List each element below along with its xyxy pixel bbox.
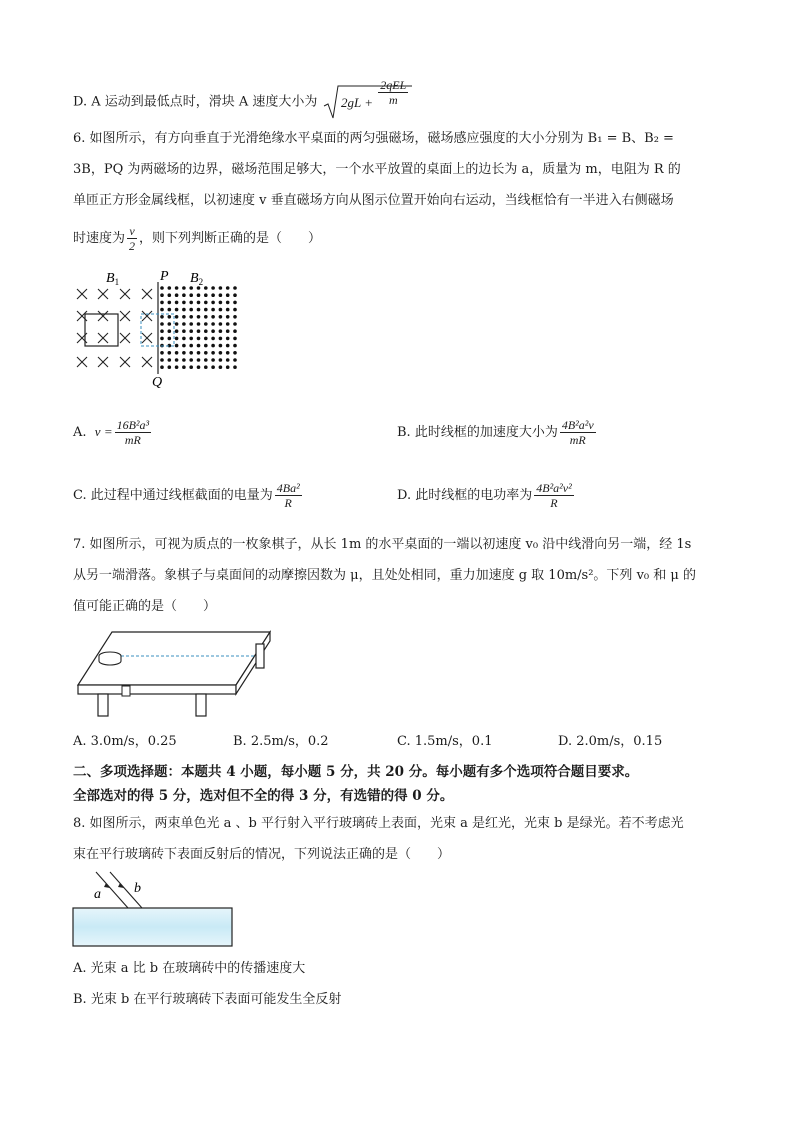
dot-mark	[182, 365, 186, 369]
dot-mark	[219, 329, 223, 333]
table-leg-front-right	[196, 694, 206, 716]
q5-option-d-label: D. A 运动到最低点时，滑块 A 速度大小为	[73, 94, 318, 110]
dot-mark	[182, 286, 186, 290]
dot-mark	[189, 322, 193, 326]
fraction-numerator: v	[129, 224, 135, 238]
glass-brick	[73, 908, 232, 946]
dot-mark	[160, 365, 164, 369]
dot-mark	[197, 322, 201, 326]
dot-mark	[189, 351, 193, 355]
dot-mark	[189, 344, 193, 348]
dot-mark	[197, 315, 201, 319]
dot-mark	[211, 286, 215, 290]
dot-mark	[226, 286, 230, 290]
dot-mark	[211, 301, 215, 305]
option-b-label: B. 此时线框的加速度大小为	[397, 425, 558, 440]
fraction-numerator: 4B²a²v²	[536, 481, 572, 495]
table-leg-back-right	[256, 644, 264, 668]
dot-mark	[219, 308, 223, 312]
dot-mark	[211, 329, 215, 333]
dot-mark	[175, 329, 179, 333]
dot-mark	[189, 315, 193, 319]
option-a-lhs: v =	[94, 424, 113, 439]
dot-mark	[226, 301, 230, 305]
dot-mark	[160, 301, 164, 305]
dot-mark	[219, 358, 223, 362]
dot-mark	[160, 308, 164, 312]
dot-mark	[182, 351, 186, 355]
dot-mark	[189, 365, 193, 369]
dot-mark	[160, 293, 164, 297]
table-leg-front-left	[98, 694, 108, 716]
dot-mark	[189, 308, 193, 312]
dot-mark	[233, 329, 237, 333]
dot-mark	[204, 344, 208, 348]
sqrt-fraction	[378, 78, 408, 107]
label-b2: $B_2$	[190, 271, 204, 287]
dot-mark	[197, 337, 201, 341]
dot-mark	[182, 315, 186, 319]
dot-mark	[189, 337, 193, 341]
dot-mark	[160, 315, 164, 319]
q6-line-1: 6. 如图所示，有方向垂直于光滑绝缘水平桌面的两匀强磁场，磁场感应强度的大小分别为 B₁ = B、B₂ =	[73, 131, 674, 146]
dot-mark	[211, 337, 215, 341]
fraction-numerator: 2qEL	[380, 78, 407, 92]
dot-mark	[211, 308, 215, 312]
option-a-fraction	[115, 418, 152, 447]
dot-mark	[175, 344, 179, 348]
dot-mark	[204, 293, 208, 297]
dot-mark	[233, 337, 237, 341]
glass-brick-figure	[70, 868, 240, 950]
table-leg-back-left	[122, 686, 130, 696]
dot-mark	[226, 344, 230, 348]
q6-option-a	[73, 418, 153, 447]
dot-mark	[233, 293, 237, 297]
magnetic-field-figure	[70, 262, 250, 390]
dot-mark	[175, 293, 179, 297]
dot-mark	[175, 365, 179, 369]
dot-mark	[233, 344, 237, 348]
dot-mark	[160, 322, 164, 326]
option-d-fraction	[534, 481, 573, 510]
dot-mark	[175, 322, 179, 326]
dot-mark	[189, 286, 193, 290]
wire-frame-initial	[85, 314, 118, 346]
fraction-numerator: 4B²a²v	[561, 418, 594, 432]
dot-mark	[175, 301, 179, 305]
dot-mark	[175, 358, 179, 362]
field-b2-dots	[160, 286, 237, 369]
q7-line-2: 从另一端滑落。象棋子与桌面间的动摩擦因数为 μ，且处处相同，重力加速度 g 取 10m/s²。下列 v₀ 和 μ 的	[73, 568, 696, 583]
dot-mark	[233, 351, 237, 355]
dot-mark	[204, 308, 208, 312]
dot-mark	[204, 301, 208, 305]
dot-mark	[204, 351, 208, 355]
dot-mark	[182, 293, 186, 297]
dot-mark	[168, 293, 172, 297]
sqrt-content	[341, 80, 410, 109]
fraction-denominator: R	[550, 496, 558, 510]
dot-mark	[226, 358, 230, 362]
dot-mark	[204, 337, 208, 341]
sqrt-term: 2gL +	[341, 95, 374, 111]
dot-mark	[219, 344, 223, 348]
dot-mark	[168, 322, 172, 326]
dot-mark	[182, 322, 186, 326]
dot-mark	[168, 351, 172, 355]
dot-mark	[168, 337, 172, 341]
q8-line-2: 束在平行玻璃砖下表面反射后的情况，下列说法正确的是（ ）	[73, 847, 451, 862]
table-edge	[78, 685, 236, 694]
dot-mark	[175, 315, 179, 319]
dot-mark	[204, 286, 208, 290]
fraction-denominator: mR	[124, 433, 141, 447]
q6-line-3: 单匝正方形金属线框，以初速度 v 垂直磁场方向从图示位置开始向右运动，当线框恰有一半进入右侧磁场	[73, 193, 674, 208]
dot-mark	[197, 308, 201, 312]
q6-line-4-post: ，则下列判断正确的是（ ）	[139, 231, 322, 246]
q6-line-4-pre: 时速度为	[73, 231, 126, 246]
section-2-heading-line-2: 全部选对的得 5 分，选对但不全的得 3 分，有选错的得 0 分。	[73, 788, 454, 804]
dot-mark	[168, 365, 172, 369]
dot-mark	[219, 315, 223, 319]
dot-mark	[219, 301, 223, 305]
option-c-fraction	[275, 481, 302, 510]
dot-mark	[175, 308, 179, 312]
dot-mark	[226, 322, 230, 326]
dot-mark	[204, 358, 208, 362]
q7-option-b: B. 2.5m/s，0.2	[233, 734, 329, 749]
dot-mark	[204, 365, 208, 369]
dot-mark	[160, 286, 164, 290]
dot-mark	[182, 301, 186, 305]
dot-mark	[211, 365, 215, 369]
dot-mark	[189, 358, 193, 362]
dot-mark	[197, 301, 201, 305]
dot-mark	[226, 337, 230, 341]
q6-option-c	[73, 481, 304, 510]
dot-mark	[160, 351, 164, 355]
dot-mark	[219, 351, 223, 355]
dot-mark	[197, 358, 201, 362]
dot-mark	[182, 358, 186, 362]
dot-mark	[226, 315, 230, 319]
q8-option-a: A. 光束 a 比 b 在玻璃砖中的传播速度大	[73, 961, 306, 976]
q7-option-a: A. 3.0m/s，0.25	[73, 734, 177, 749]
q6-option-b	[397, 418, 598, 447]
label-q: Q	[152, 375, 163, 390]
dot-mark	[233, 365, 237, 369]
dot-mark	[175, 286, 179, 290]
dot-mark	[160, 329, 164, 333]
dot-mark	[233, 286, 237, 290]
dot-mark	[204, 329, 208, 333]
fraction-numerator: 16B²a³	[116, 418, 150, 432]
q6-line-2: 3B，PQ 为两磁场的边界，磁场范围足够大，一个水平放置的桌面上的边长为 a，质量为 m，电阻为 R 的	[73, 162, 681, 177]
dot-mark	[204, 322, 208, 326]
q7-option-d: D. 2.0m/s，0.15	[558, 734, 663, 749]
dot-mark	[197, 293, 201, 297]
dot-mark	[219, 322, 223, 326]
label-b1: $B_1$	[106, 271, 120, 287]
label-a: a	[94, 887, 101, 902]
dot-mark	[226, 351, 230, 355]
option-d-label: D. 此时线框的电功率为	[397, 488, 533, 503]
dot-mark	[211, 351, 215, 355]
dot-mark	[189, 293, 193, 297]
dot-mark	[211, 358, 215, 362]
dot-mark	[219, 293, 223, 297]
dot-mark	[189, 329, 193, 333]
q6-speed-fraction	[127, 224, 137, 253]
dot-mark	[226, 293, 230, 297]
dot-mark	[168, 329, 172, 333]
q7-line-3: 值可能正确的是（ ）	[73, 599, 217, 614]
dot-mark	[211, 322, 215, 326]
section-2-heading-line-1: 二、多项选择题：本题共 4 小题，每小题 5 分，共 20 分。每小题有多个选项符合题目要求。	[73, 764, 639, 780]
dot-mark	[168, 286, 172, 290]
dot-mark	[182, 329, 186, 333]
dot-mark	[197, 344, 201, 348]
dot-mark	[211, 315, 215, 319]
dot-mark	[233, 322, 237, 326]
dot-mark	[233, 301, 237, 305]
q6-line-4	[73, 224, 321, 253]
fraction-denominator: mR	[569, 433, 586, 447]
dot-mark	[160, 358, 164, 362]
dot-mark	[168, 315, 172, 319]
q8-option-b: B. 光束 b 在平行玻璃砖下表面可能发生全反射	[73, 992, 342, 1007]
fraction-denominator: 2	[129, 239, 136, 253]
dot-mark	[233, 358, 237, 362]
dot-mark	[182, 344, 186, 348]
option-b-fraction	[560, 418, 596, 447]
dot-mark	[189, 301, 193, 305]
dot-mark	[233, 315, 237, 319]
q6-option-d	[397, 481, 576, 510]
option-a-label: A.	[73, 425, 87, 440]
dot-mark	[168, 308, 172, 312]
q7-line-1: 7. 如图所示，可视为质点的一枚象棋子，从长 1m 的水平桌面的一端以初速度 v₀ 沿中线滑向另一端，经 1s	[73, 537, 692, 552]
dot-mark	[211, 293, 215, 297]
dot-mark	[182, 337, 186, 341]
q8-line-1: 8. 如图所示，两束单色光 a 、b 平行射入平行玻璃砖上表面，光束 a 是红光，光束 b 是绿光。若不考虑光	[73, 816, 684, 831]
fraction-denominator: m	[388, 93, 398, 107]
dot-mark	[197, 351, 201, 355]
dot-mark	[211, 344, 215, 348]
dot-mark	[175, 337, 179, 341]
dot-mark	[175, 351, 179, 355]
dot-mark	[197, 365, 201, 369]
fraction-numerator: 4Ba²	[276, 481, 300, 495]
dot-mark	[168, 358, 172, 362]
fraction-denominator: R	[284, 496, 292, 510]
dot-mark	[160, 337, 164, 341]
dot-mark	[219, 365, 223, 369]
dot-mark	[233, 308, 237, 312]
option-c-label: C. 此过程中通过线框截面的电量为	[73, 488, 273, 503]
dot-mark	[219, 286, 223, 290]
dot-mark	[226, 365, 230, 369]
label-p: P	[160, 269, 169, 284]
dot-mark	[197, 329, 201, 333]
table-figure	[76, 630, 272, 720]
dot-mark	[226, 308, 230, 312]
dot-mark	[226, 329, 230, 333]
q7-option-c: C. 1.5m/s，0.1	[397, 734, 493, 749]
label-b: b	[134, 881, 141, 896]
dot-mark	[168, 301, 172, 305]
dot-mark	[204, 315, 208, 319]
dot-mark	[219, 337, 223, 341]
dot-mark	[182, 308, 186, 312]
